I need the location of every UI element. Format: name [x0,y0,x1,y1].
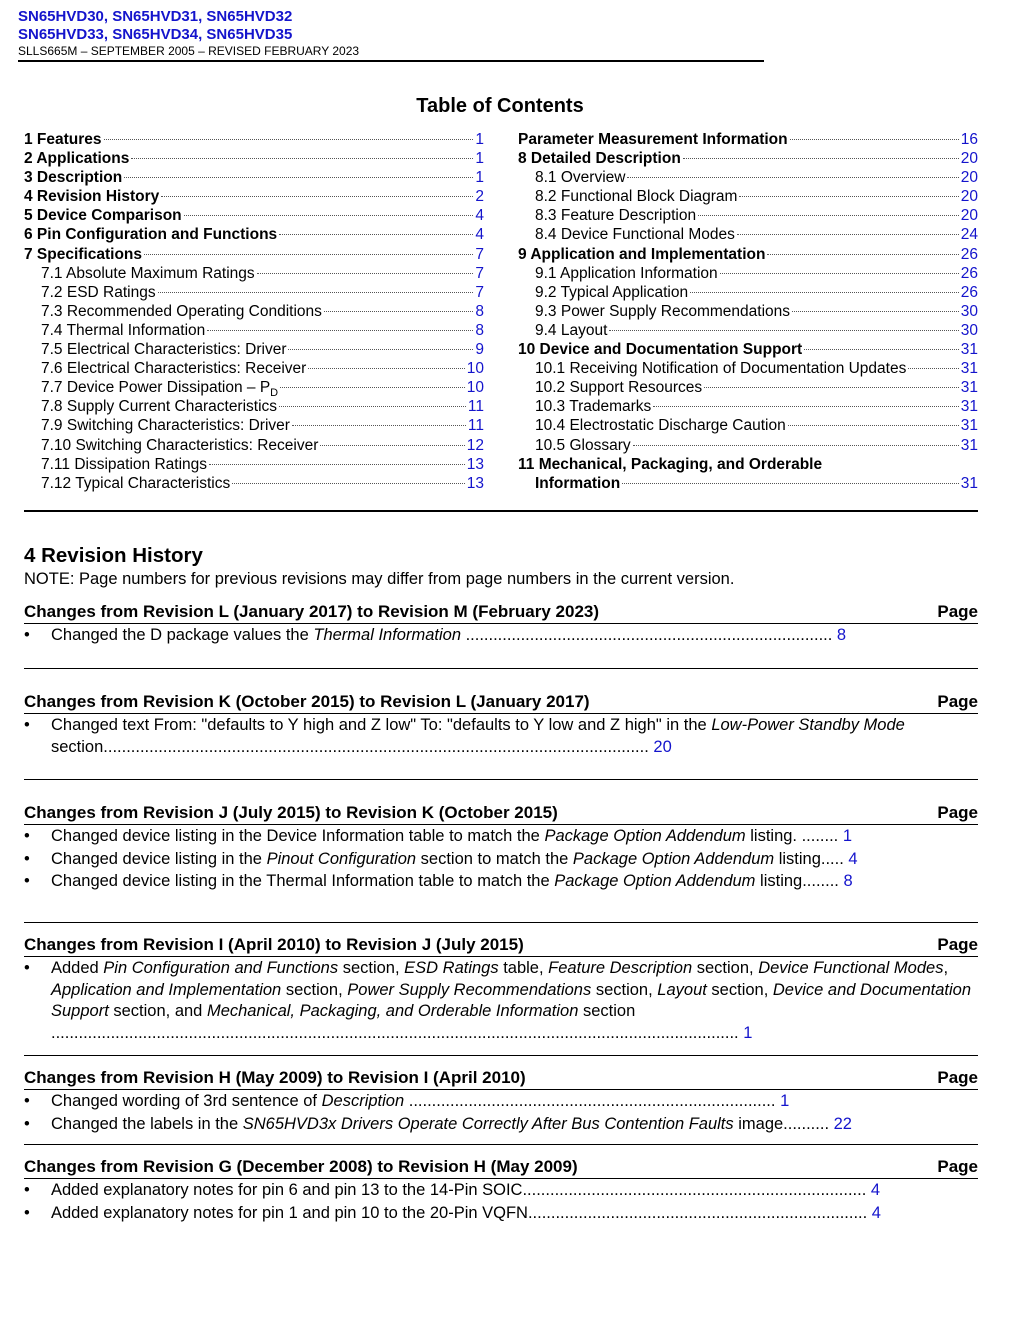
revision-heading-text: Changes from Revision J (July 2015) to Revision K (October 2015) [24,803,558,822]
toc-entry-title: 11 Mechanical, Packaging, and Orderable [518,455,823,473]
toc-entry[interactable] [518,131,978,150]
bullet-icon: • [24,1114,30,1133]
toc-entry[interactable] [518,456,978,475]
toc-leader-dots [104,139,474,140]
toc-leader-dots [739,196,958,197]
toc-entry-title: 7.7 Device Power Dissipation – $P_D$ [41,379,279,400]
revision-section-heading [24,1067,978,1090]
revision-heading-text: Changes from Revision K (October 2015) to Revision L (January 2017) [24,692,590,711]
toc-entry-title: 1 Features [24,131,102,148]
revision-change-item [24,958,978,1044]
toc-entry[interactable] [518,284,978,303]
toc-leader-dots [280,387,465,388]
toc-entry-title: 7.1 Absolute Maximum Ratings [41,264,255,282]
toc-page-link[interactable]: 20 [960,169,978,187]
toc-entry[interactable] [518,303,978,322]
toc-page-link[interactable]: 4 [475,226,484,244]
toc-entry[interactable] [24,303,484,322]
revision-change-item [24,871,978,893]
toc-page-link[interactable]: 13 [466,455,484,473]
revision-section-heading [24,1156,978,1179]
change-description: Changed wording of 3rd sentence of Description ................................................................................ 1 [51,1092,790,1110]
toc-entry-title: 6 Pin Configuration and Functions [24,226,278,244]
toc-leader-dots [124,177,473,178]
toc-entry-title: 7.5 Electrical Characteristics: Driver [41,341,287,359]
toc-left-column [24,131,484,494]
revision-heading-text: Changes from Revision L (January 2017) to Revision M (February 2023) [24,602,600,621]
toc-leader-dots [609,330,958,331]
toc-leader-dots [279,406,466,407]
toc-entry-title: 7.3 Recommended Operating Conditions [41,302,322,320]
toc-page-link[interactable]: 26 [960,264,978,282]
change-page-link[interactable]: 8 [838,872,853,890]
section-divider [24,1055,978,1056]
bullet-icon: • [24,1181,30,1199]
toc-leader-dots [324,311,473,312]
toc-leader-dots [158,292,474,293]
toc-leader-dots [653,406,958,407]
revision-section [24,934,978,1044]
toc-page-link[interactable]: 7 [475,264,484,282]
change-page-link[interactable]: 22 [829,1114,852,1133]
change-page-link[interactable]: 4 [843,849,858,868]
toc-page-link[interactable]: 31 [960,379,978,397]
toc-entry-title: 8.2 Functional Block Diagram [535,188,738,206]
toc-leader-dots [308,368,464,369]
toc-entry-title: 8.4 Device Functional Modes [535,226,735,244]
page-column-label: Page [937,602,978,621]
bullet-icon: • [24,716,30,734]
bullet-icon: • [24,626,30,644]
toc-entry-title: 2 Applications [24,150,130,168]
toc-entry[interactable] [518,188,978,207]
toc-entry-title: 9.1 Application Information [535,264,718,282]
page-column-label: Page [937,692,978,711]
toc-entry-title: 3 Description [24,169,123,187]
toc-leader-dots [804,349,959,350]
toc-page-link[interactable]: 2 [475,188,484,206]
toc-entry-title: 7.10 Switching Characteristics: Receiver [41,436,319,454]
toc-entry-title: 7.9 Switching Characteristics: Driver [41,417,290,435]
change-description: Changed device listing in the Device Information table to match the Package Option Addendum listing. ........ 1 [51,827,853,845]
toc-entry[interactable] [24,322,484,341]
toc-leader-dots [683,158,959,159]
change-page-link[interactable]: 4 [866,1181,881,1199]
toc-entry[interactable] [518,207,978,226]
change-page-link[interactable]: 8 [832,626,847,644]
toc-entry-title: 7.6 Electrical Characteristics: Receiver [41,360,307,378]
toc-entry[interactable] [518,417,978,436]
revision-section-heading [24,802,978,825]
bullet-icon: • [24,959,30,977]
toc-entry[interactable] [24,207,484,226]
toc-entry-title: 8.1 Overview [535,169,626,187]
toc-leader-dots [633,445,959,446]
toc-entry-title: 9.2 Typical Application [535,283,689,301]
toc-entry[interactable] [24,417,484,436]
toc-entry[interactable] [518,169,978,188]
toc-page-link[interactable]: 30 [960,302,978,320]
toc-entry[interactable] [518,437,978,456]
toc-entry-title: 10.2 Support Resources [535,379,703,397]
toc-page-link[interactable]: 20 [960,207,978,225]
revision-history-note: NOTE: Page numbers for previous revisions may differ from page numbers in the current version. [24,570,735,588]
toc-page-link[interactable]: 1 [475,131,484,148]
change-page-link[interactable]: 1 [775,1092,790,1110]
part-numbers-line-2[interactable]: SN65HVD33, SN65HVD34, SN65HVD35 [18,26,293,43]
page-column-label: Page [937,1157,978,1176]
toc-page-link[interactable]: 24 [960,226,978,244]
change-description: Changed device listing in the Thermal Information table to match the Package Option Addendum listing........ 8 [51,872,853,890]
toc-entry-title: Information [535,474,621,492]
toc-page-link[interactable]: 10 [466,360,484,378]
toc-leader-dots [144,254,473,255]
toc-leader-dots [131,158,473,159]
toc-entry[interactable] [24,398,484,417]
toc-entry[interactable] [518,265,978,284]
page-column-label: Page [937,803,978,822]
revision-section-heading [24,691,978,714]
section-divider [24,779,978,780]
toc-leader-dots [627,177,958,178]
bullet-icon: • [24,1092,30,1110]
toc-entry-title: 10.4 Electrostatic Discharge Caution [535,417,786,435]
toc-page-link[interactable]: 31 [960,436,978,454]
toc-leader-dots [279,234,473,235]
revision-change-item [24,1091,978,1113]
toc-entry[interactable] [518,360,978,379]
change-description: Changed device listing in the Pinout Configuration section to match the Package Option Addendum listing..... 4 [51,849,858,868]
change-description: Added explanatory notes for pin 1 and pin 10 to the 20-Pin VQFN.......................................................................... 4 [51,1203,881,1222]
toc-page-link[interactable]: 31 [960,417,978,435]
toc-entry[interactable] [24,226,484,245]
toc-entry-title: 4 Revision History [24,188,160,206]
revision-section [24,1156,978,1224]
revision-heading-text: Changes from Revision G (December 2008) to Revision H (May 2009) [24,1157,578,1176]
toc-page-link[interactable]: 1 [475,169,484,187]
revision-heading-text: Changes from Revision I (April 2010) to Revision J (July 2015) [24,935,524,954]
toc-page-link[interactable]: 16 [960,131,978,148]
page-column-label: Page [937,935,978,954]
toc-entry-title: 7.2 ESD Ratings [41,283,156,301]
change-page-link[interactable]: 4 [867,1203,881,1222]
change-description: Changed text From: "defaults to Y high and Z low" To: "defaults to Y low and Z high" in the Low-Power Standby Mode section....................................................................................................................... 20 [51,716,905,756]
bullet-icon: • [24,1203,30,1222]
toc-leader-dots [720,273,959,274]
toc-leader-dots [232,483,465,484]
revision-section-heading [24,601,978,624]
toc-entry-title: 7.11 Dissipation Ratings [41,455,207,473]
toc-leader-dots [622,483,959,484]
section-divider [24,668,978,669]
toc-entry[interactable] [24,341,484,360]
toc-leader-dots [288,349,473,350]
toc-entry[interactable] [24,456,484,475]
toc-entry-title: 8.3 Feature Description [535,207,697,225]
toc-page-link[interactable]: 11 [467,417,484,435]
toc-leader-dots [698,215,959,216]
toc-entry[interactable] [24,131,484,150]
change-description: Changed the D package values the Thermal Information ................................................................................ 8 [51,626,847,644]
toc-page-link[interactable]: 8 [475,302,484,320]
bullet-icon: • [24,872,30,890]
revision-change-item [24,826,978,848]
toc-leader-dots [704,387,959,388]
toc-leader-dots [790,139,959,140]
toc-entry[interactable] [518,398,978,417]
toc-leader-dots [292,425,466,426]
revision-heading-text: Changes from Revision H (May 2009) to Revision I (April 2010) [24,1068,526,1087]
toc-entry[interactable] [518,475,978,494]
toc-page-link[interactable]: 30 [960,321,978,339]
toc-page-link[interactable]: 20 [960,188,978,206]
toc-entry-title: 9.4 Layout [535,321,608,339]
toc-entry-title: 9.3 Power Supply Recommendations [535,302,791,320]
section-divider [24,922,978,923]
change-page-link[interactable]: 20 [648,737,672,756]
toc-entry-title: 9 Application and Implementation [518,245,766,263]
section-divider [24,1144,978,1145]
revision-change-item [24,625,978,647]
toc-page-link[interactable]: 10 [466,379,484,397]
revision-change-item [24,715,978,758]
toc-entry[interactable] [24,150,484,169]
toc-page-link[interactable]: 8 [475,321,484,339]
toc-leader-dots [690,292,959,293]
toc-entry[interactable] [518,379,978,398]
toc-page-link[interactable]: 11 [467,398,484,416]
toc-entry[interactable] [518,246,978,265]
revision-section [24,601,978,647]
toc-entry-title: 10.5 Glossary [535,436,631,454]
toc-entry[interactable] [24,188,484,207]
toc-page-link[interactable]: 7 [475,283,484,301]
toc-entry[interactable] [518,322,978,341]
toc-page-link[interactable]: 26 [960,283,978,301]
toc-entry-title: Parameter Measurement Information [518,131,788,148]
toc-entry[interactable] [518,150,978,169]
toc-entry-title: 7.12 Typical Characteristics [41,474,231,492]
toc-page-link[interactable]: 26 [960,245,978,263]
document-number: SLLS665M – SEPTEMBER 2005 – REVISED FEBRUARY 2023 [18,44,360,58]
toc-entry-title: 8 Detailed Description [518,150,681,168]
toc-right-column [518,131,978,494]
toc-leader-dots [209,464,465,465]
page-column-label: Page [937,1068,978,1087]
toc-entry[interactable] [24,437,484,456]
toc-entry[interactable] [518,341,978,360]
toc-leader-dots [184,215,474,216]
toc-entry-title: 10.3 Trademarks [535,398,652,416]
toc-leader-dots [908,368,958,369]
revision-section [24,1067,978,1135]
toc-entry[interactable] [518,226,978,245]
change-page-link[interactable]: 1 [738,1023,753,1042]
revision-section-heading [24,934,978,957]
toc-page-link[interactable]: 31 [960,474,978,492]
change-page-link[interactable]: 1 [838,827,853,845]
change-description: Changed the labels in the SN65HVD3x Drivers Operate Correctly After Bus Contention Faults image.......... 22 [51,1114,852,1133]
toc-entry[interactable] [24,475,484,494]
revision-section [24,691,978,758]
toc-entry[interactable] [24,379,484,398]
revision-change-item [24,1180,978,1202]
toc-page-link[interactable]: 31 [960,341,978,359]
toc-page-link[interactable]: 13 [466,474,484,492]
change-description: Added explanatory notes for pin 6 and pin 13 to the 14-Pin SOIC........................................................................... 4 [51,1181,881,1199]
toc-leader-dots [207,330,473,331]
toc-leader-dots [792,311,959,312]
change-description: Added Pin Configuration and Functions section, ESD Ratings table, Feature Description section, Device Functional Modes, Application and Implementation section, Power Supply Recommendations section, Layout section, Device and Documentation Support section, and Mechanical, Packaging, and Orderable Information section ...................................................................................................................................................... 1 [51,959,972,1042]
toc-leader-dots [788,425,959,426]
toc-leader-dots [767,254,958,255]
toc-entry[interactable] [24,246,484,265]
toc-entry-title: 7.8 Supply Current Characteristics [41,398,278,416]
toc-leader-dots [737,234,959,235]
revision-change-item [24,849,978,871]
toc-entry[interactable] [24,360,484,379]
toc-entry-title: 7 Specifications [24,245,143,263]
revision-change-item [24,1203,978,1225]
toc-page-link[interactable]: 12 [466,436,484,454]
page-header [18,8,764,62]
revision-change-item [24,1114,978,1136]
toc-page-link[interactable]: 20 [960,150,978,168]
toc-entry[interactable] [24,169,484,188]
toc-leader-dots [161,196,473,197]
toc-page-link[interactable]: 4 [475,207,484,225]
bullet-icon: • [24,849,30,868]
part-numbers-line-1[interactable]: SN65HVD30, SN65HVD31, SN65HVD32 [18,8,293,25]
section-divider [24,510,978,512]
toc-page-link[interactable]: 1 [475,150,484,168]
toc-page-link[interactable]: 9 [475,341,484,359]
bullet-icon: • [24,827,30,845]
toc-entry[interactable] [24,265,484,284]
toc-page-link[interactable]: 7 [475,245,484,263]
toc-page-link[interactable]: 31 [960,360,978,378]
toc-entry-title: 10.1 Receiving Notification of Documentation Updates [535,360,907,378]
toc-title: Table of Contents [416,95,584,117]
toc-entry-title: 7.4 Thermal Information [41,321,206,339]
toc-entry-title: 5 Device Comparison [24,207,182,225]
toc-entry[interactable] [24,284,484,303]
revision-section [24,802,978,893]
toc-leader-dots [320,445,464,446]
toc-page-link[interactable]: 31 [960,398,978,416]
toc-leader-dots [257,273,474,274]
toc-entry-title: 10 Device and Documentation Support [518,341,803,359]
revision-history-title: 4 Revision History [24,544,203,567]
